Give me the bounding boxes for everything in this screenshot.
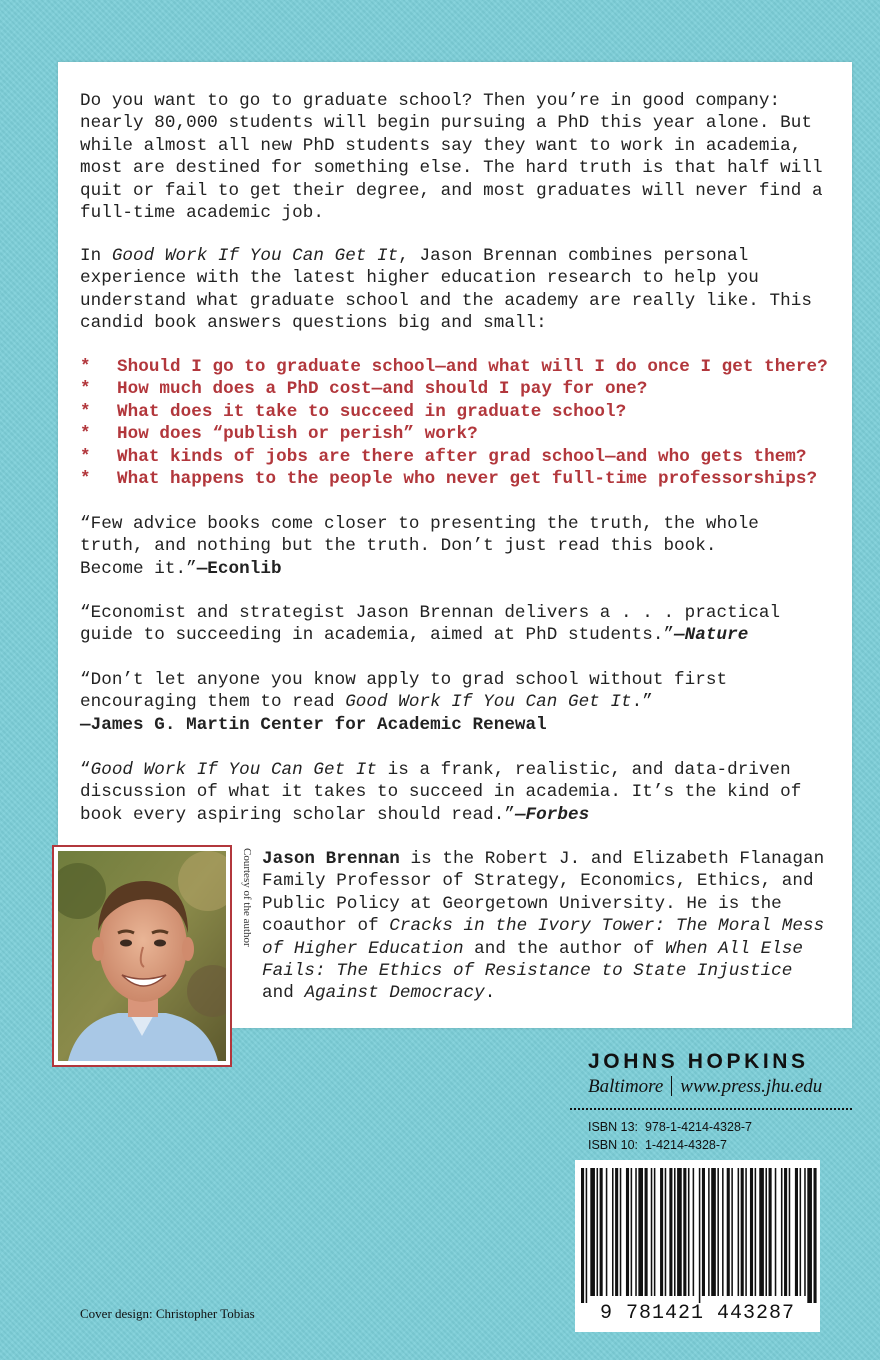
quote-source: —James G. Martin Center for Academic Renewal <box>80 714 547 735</box>
barcode-bar <box>702 1168 705 1296</box>
barcode-bar <box>586 1168 588 1303</box>
author-bio: Jason Brennan is the Robert J. and Elizabeth Flanagan Family Professor of Strategy, Economics, Ethics, and Public Policy at Georgetown University. He is the coauthor of Cracks in the Ivory Tower: The Moral Mess of Higher Education and the author of When All Else Fails: The Ethics of Resistance to State Injustice and Against Democracy. <box>262 849 825 1004</box>
book-title: Good Work If You Can Get It <box>345 692 632 713</box>
quote-source: —Forbes <box>514 804 590 825</box>
quote-source: —Econlib <box>196 558 282 579</box>
barcode-bar <box>665 1168 667 1296</box>
barcode-bar <box>765 1168 767 1296</box>
bullet-marker: * <box>80 401 91 422</box>
intro-line: while almost all new PhD students say they want to work in academia, <box>80 135 802 156</box>
barcode-bar <box>674 1168 676 1296</box>
question-item: * Should I go to graduate school—and what will I do once I get there? <box>80 357 828 377</box>
barcode-bar <box>651 1168 653 1296</box>
intro-line: Do you want to go to graduate school? Then you’re in good company: <box>80 91 781 111</box>
barcode-bar <box>660 1168 663 1296</box>
barcode-bar <box>755 1168 757 1296</box>
publisher-location <box>588 1076 822 1098</box>
review-quote-forbes: “Good Work If You Can Get It is a frank, realistic, and data-driven discussion of what it takes to succeed in academia. It’s the kind of book every aspiring scholar should read.”—Forbes <box>80 760 802 825</box>
author-portrait <box>58 851 226 1061</box>
barcode-bar <box>631 1168 633 1296</box>
barcode-digits: 9 781421 443287 <box>599 1302 796 1325</box>
barcode-bar <box>750 1168 753 1296</box>
barcode-bar <box>669 1168 672 1296</box>
barcode-bar <box>775 1168 777 1296</box>
review-quote-nature: “Economist and strategist Jason Brennan delivers a . . . practical guide to succeeding in academia, aimed at PhD students.”—Nature <box>80 603 781 646</box>
bullet-marker: * <box>80 446 91 467</box>
barcode-bar <box>645 1168 648 1296</box>
barcode-bar <box>745 1168 747 1296</box>
book-description-paragraph <box>80 245 840 335</box>
barcode-bar <box>581 1168 584 1303</box>
bullet-marker: * <box>80 468 91 489</box>
divider <box>671 1076 672 1096</box>
barcode-bar <box>615 1168 618 1296</box>
publisher-logo: JOHNS HOPKINS <box>588 1050 809 1073</box>
publisher-url[interactable]: www.press.jhu.edu <box>680 1076 823 1097</box>
barcode-bar <box>688 1168 690 1296</box>
description-line: candid book answers questions big and small: <box>80 313 547 334</box>
book-title: Good Work If You Can Get It <box>111 246 399 266</box>
intro-line: quit or fail to get their degree, and most graduates will never find a <box>80 180 823 201</box>
review-quote-econlib: “Few advice books come closer to presenting the truth, the whole truth, and nothing but the truth. Don’t just read this book. Become it.”—Econlib <box>80 514 759 579</box>
barcode-bar <box>814 1168 817 1303</box>
barcode-bar <box>781 1168 783 1296</box>
barcode-bar <box>626 1168 629 1296</box>
isbn13: ISBN 13: 978-1-4214-4328-7 <box>588 1120 753 1134</box>
barcode-bar <box>731 1168 733 1296</box>
intro-line: most are destined for something else. The hard truth is that half will <box>80 158 823 179</box>
barcode-bar <box>807 1168 812 1303</box>
barcode-bars <box>575 1160 820 1305</box>
book-title: Good Work If You Can Get It <box>90 760 378 780</box>
photo-credit: Courtesy of the author <box>241 848 253 947</box>
barcode-bar <box>795 1168 798 1296</box>
question-item: * How does “publish or perish” work? <box>80 424 478 445</box>
barcode-bar <box>708 1168 710 1296</box>
publisher-city: Baltimore <box>588 1076 664 1097</box>
barcode-bar <box>769 1168 772 1296</box>
barcode-bar <box>635 1168 637 1296</box>
bullet-marker: * <box>80 424 91 445</box>
quote-source: —Nature <box>674 625 749 646</box>
barcode-bar <box>727 1168 730 1296</box>
author-photo <box>52 845 232 1067</box>
description-line: experience with the latest higher education research to help you <box>80 268 759 289</box>
intro-line: nearly 80,000 students will begin pursuing a PhD this year alone. But <box>80 113 812 134</box>
barcode-bar <box>683 1168 686 1296</box>
barcode-bar <box>711 1168 716 1296</box>
barcode-bar <box>590 1168 595 1296</box>
barcode-bar <box>699 1168 701 1303</box>
isbn10: ISBN 10: 1-4214-4328-7 <box>588 1138 727 1152</box>
intro-paragraph <box>80 90 840 224</box>
cover-design-credit: Cover design: Christopher Tobias <box>80 1306 255 1321</box>
barcode-bar <box>759 1168 764 1296</box>
barcode-bar <box>784 1168 787 1296</box>
question-item: * What happens to the people who never get full-time professorships? <box>80 468 818 489</box>
intro-line: full-time academic job. <box>80 203 324 224</box>
description-line: In Good Work If You Can Get It, Jason Brennan combines personal <box>80 246 749 266</box>
description-line: understand what graduate school and the academy are really like. This <box>80 290 812 311</box>
question-item: * What kinds of jobs are there after grad school—and who gets them? <box>80 446 807 467</box>
dotted-rule <box>570 1108 852 1110</box>
barcode-bar <box>654 1168 656 1296</box>
barcode-bar <box>804 1168 806 1296</box>
barcode-bar <box>606 1168 608 1296</box>
question-list <box>80 356 850 490</box>
barcode-bar <box>789 1168 791 1296</box>
bullet-marker: * <box>80 379 91 400</box>
question-item: * What does it take to succeed in graduate school? <box>80 401 627 422</box>
barcode-bar <box>638 1168 643 1296</box>
barcode-bar <box>722 1168 724 1296</box>
barcode-bar <box>741 1168 744 1296</box>
barcode-bar <box>717 1168 719 1296</box>
barcode-bar <box>612 1168 614 1296</box>
barcode-bar <box>620 1168 622 1296</box>
bullet-marker: * <box>80 357 91 377</box>
barcode-bar <box>738 1168 740 1296</box>
barcode-bar <box>800 1168 802 1296</box>
barcode <box>575 1160 820 1332</box>
author-name: Jason Brennan <box>262 849 400 869</box>
barcode-bar <box>693 1168 695 1296</box>
question-item: * How much does a PhD cost—and should I pay for one? <box>80 379 648 400</box>
barcode-bar <box>600 1168 603 1296</box>
barcode-bar <box>597 1168 599 1296</box>
barcode-bar <box>677 1168 682 1296</box>
review-quote-martin-center: “Don’t let anyone you know apply to grad school without first encouraging them to read Good Work If You Can Get It.” —James G. Martin Center for Academic Renewal <box>80 670 728 735</box>
